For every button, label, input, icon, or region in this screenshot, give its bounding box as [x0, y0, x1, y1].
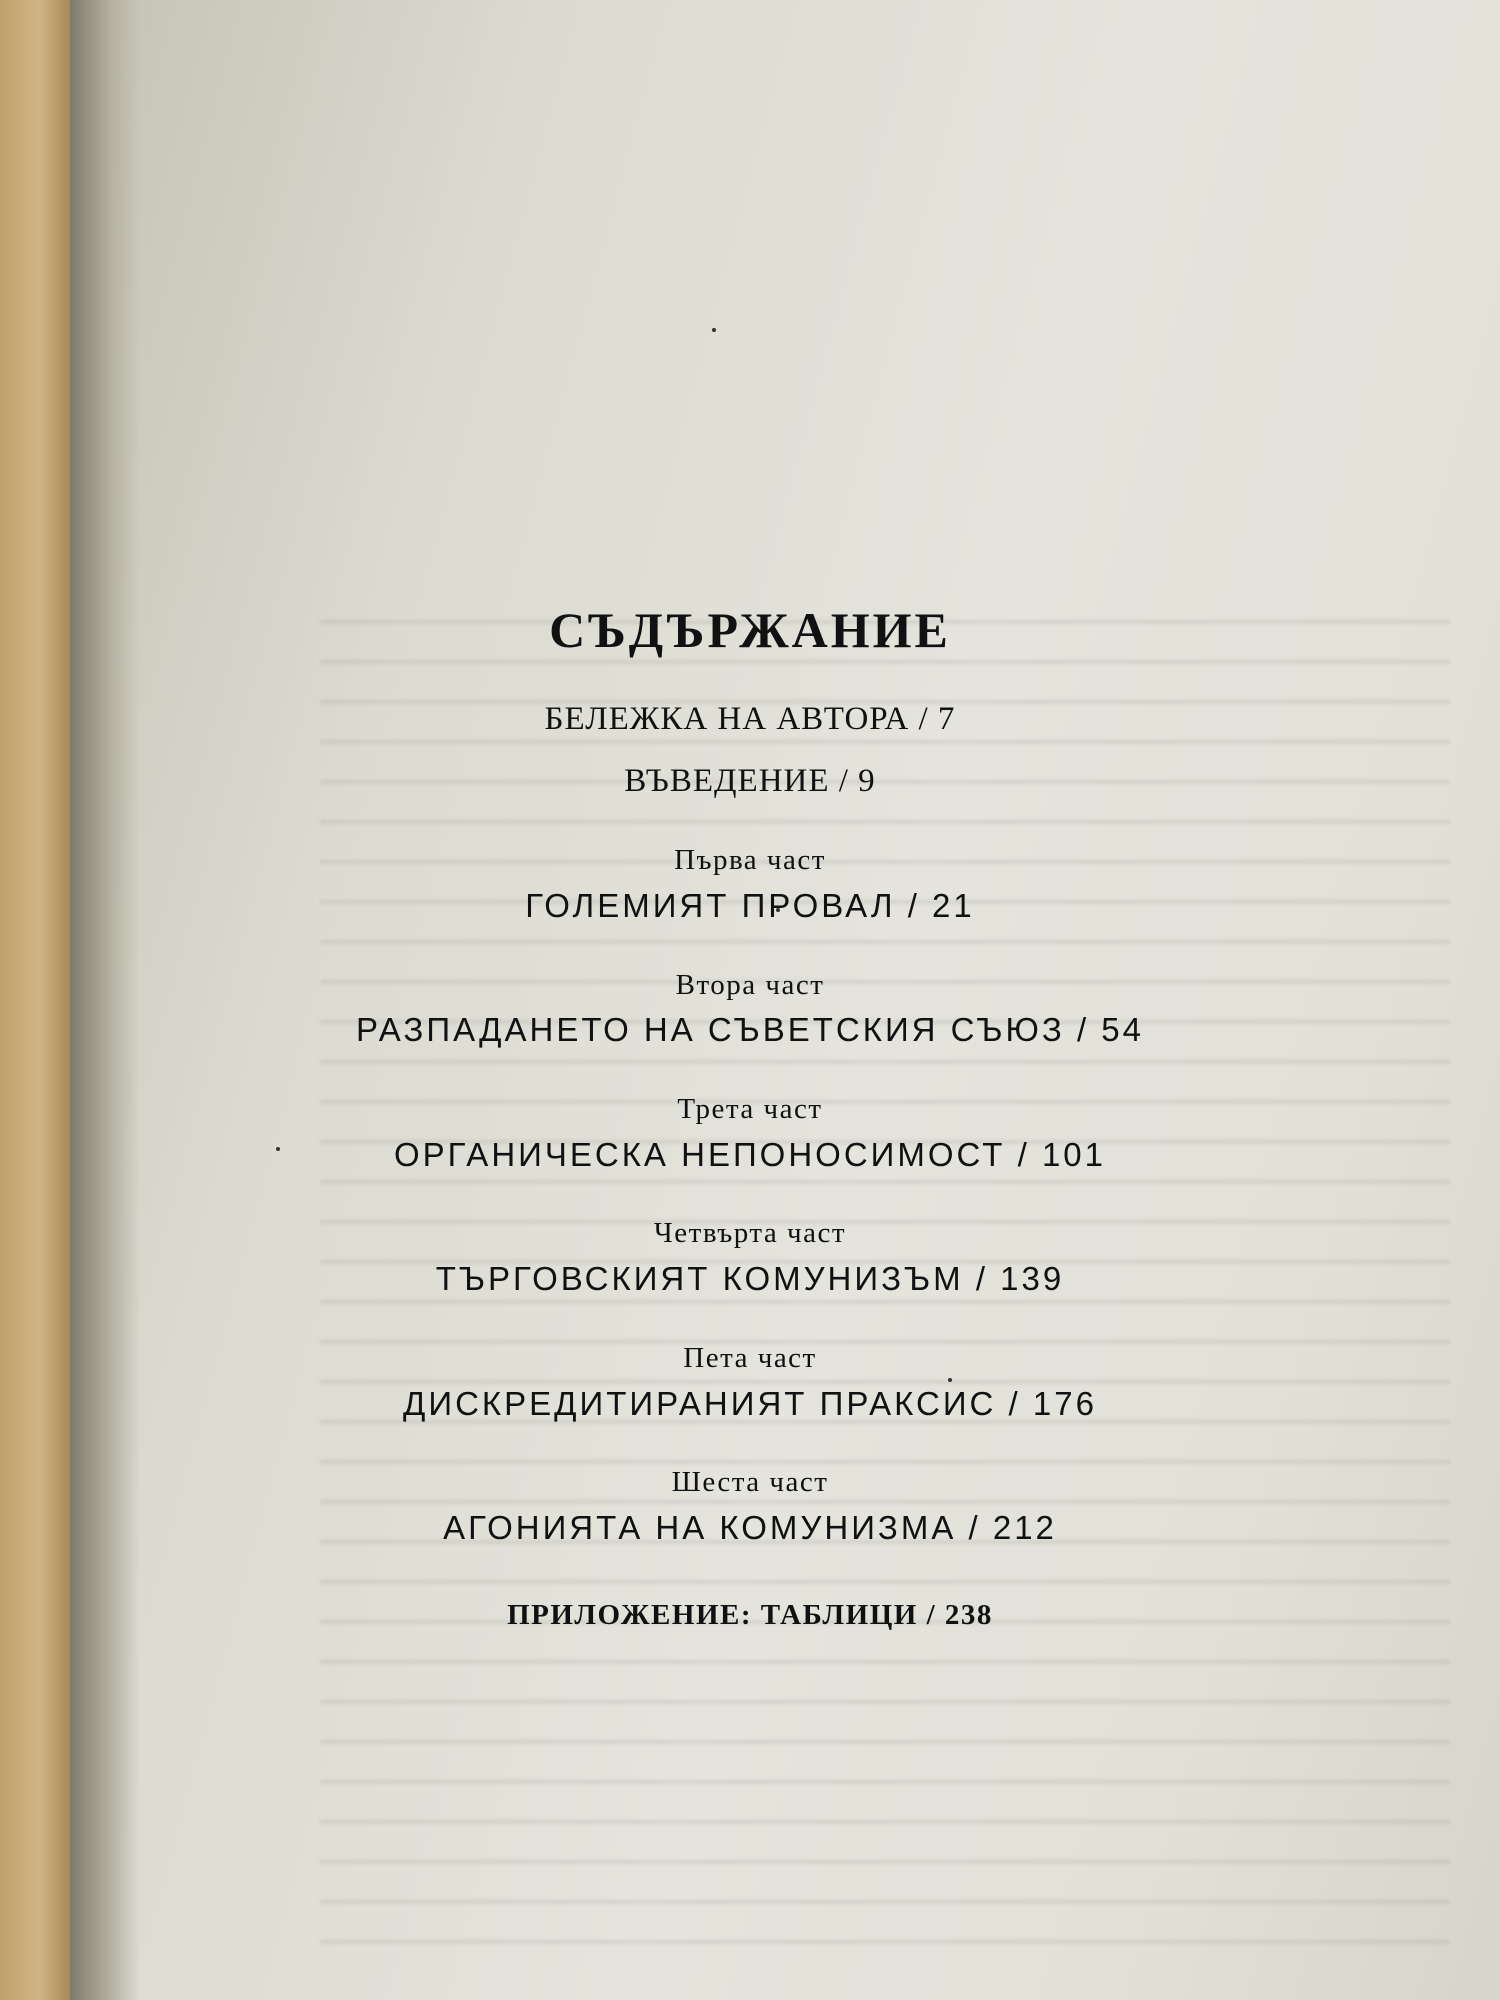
- toc-part-5: [300, 1341, 1200, 1423]
- part-label: Четвърта част: [653, 1217, 847, 1250]
- toc-part-6: [300, 1465, 1200, 1547]
- part-title: ГОЛЕМИЯТ ПРОВАЛ / 21: [525, 886, 975, 924]
- part-label: Втора част: [675, 968, 825, 1001]
- toc-part-3: [300, 1092, 1200, 1174]
- part-title: РАЗПАДАНЕТО НА СЪВЕТСКИЯ СЪЮЗ / 54: [355, 1011, 1144, 1049]
- part-title: ДИСКРЕДИТИРАНИЯТ ПРАКСИС / 176: [403, 1384, 1097, 1422]
- toc-entry-introduction: ВЪВЕДЕНИЕ / 9: [624, 762, 876, 799]
- part-title: ТЪРГОВСКИЯТ КОМУНИЗЪМ / 139: [435, 1260, 1065, 1298]
- part-label: Пета част: [683, 1341, 817, 1374]
- table-of-contents: [300, 600, 1200, 1632]
- part-label: Шеста част: [671, 1466, 829, 1499]
- toc-title: СЪДЪРЖАНИЕ: [549, 602, 951, 658]
- part-label: Трета част: [677, 1092, 823, 1125]
- part-title: ОРГАНИЧЕСКА НЕПОНОСИМОСТ / 101: [393, 1135, 1107, 1173]
- paper-speck: [276, 1147, 280, 1151]
- toc-part-2: [300, 968, 1200, 1050]
- paper-speck: [712, 328, 716, 332]
- gutter-shadow: [70, 0, 140, 2000]
- book-spine-edge: [0, 0, 70, 2000]
- toc-entry-appendix: ПРИЛОЖЕНИЕ: ТАБЛИЦИ / 238: [507, 1598, 993, 1631]
- toc-part-4: [300, 1216, 1200, 1298]
- part-label: Първа част: [674, 844, 826, 877]
- part-title: АГОНИЯТА НА КОМУНИЗМА / 212: [443, 1508, 1057, 1546]
- front-matter: [300, 700, 1200, 801]
- toc-entry-author-note: БЕЛЕЖКА НА АВТОРА / 7: [544, 701, 956, 737]
- toc-part-1: [300, 843, 1200, 925]
